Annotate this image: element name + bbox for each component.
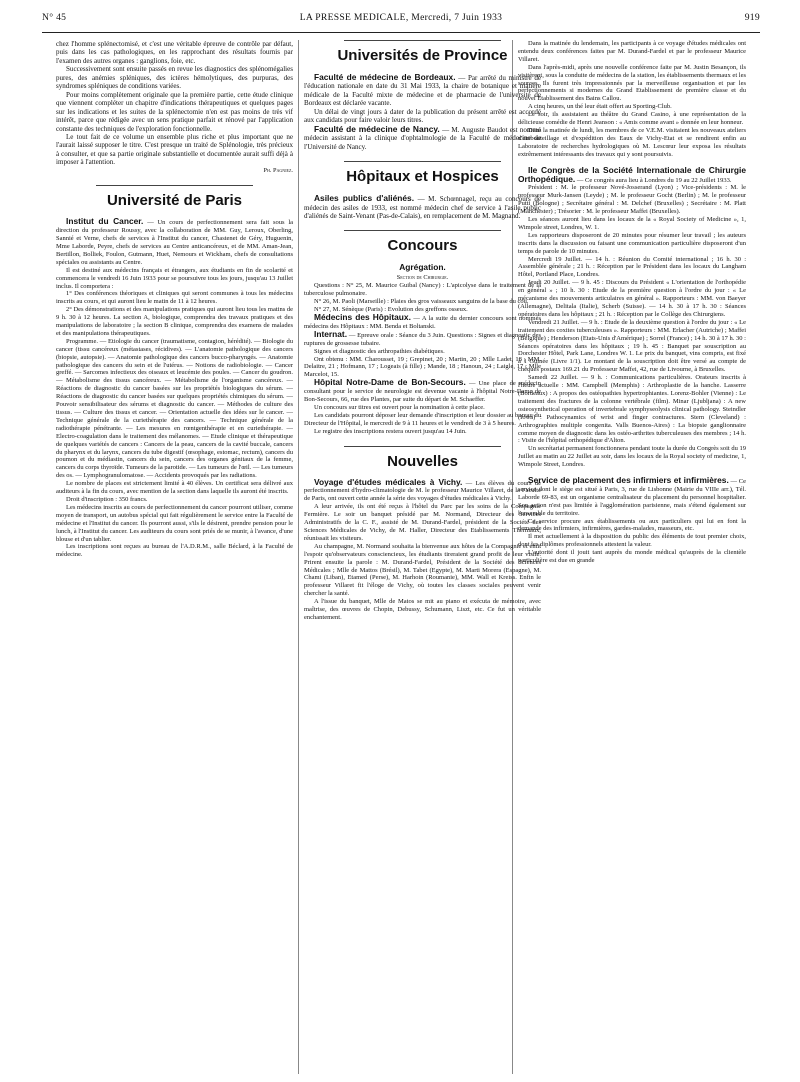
- item-text: — M. Auguste Baudot est nommé médecin assistant à la clinique d'ophtalmologie de la Faculté de médecine de l'Université de Nancy.: [304, 125, 541, 151]
- item-text: — A la suite du dernier concours sont nommés médecins des Hôpitaux : MM. Benda et Boltanski.: [304, 314, 541, 330]
- item-text: — M. Schœnnagel, reçu au concours de médecin des asiles de 1933, est nommé médecin chef de service à l'asile public d'aliénés de Saint-Venant (Pas-de-Calais), en remplacement de M. Magnand.: [304, 195, 541, 220]
- page-header: [42, 8, 760, 34]
- subsection-title: Agrégation.: [399, 262, 446, 273]
- paragraph: Pour moins complètement originale que la première partie, cette étude clinique que viennent compléter un chapitre d'indications thérapeutiques et quelques pages sur les indications et les suites de la splénectomie n'en est pas moins de très vif intérêt, parce que rédigée avec un sens pratique parfait et rénové par l'application constante des techniques de l'exploration fonctionnelle.: [56, 90, 293, 133]
- paragraph: L'autorité dont il jouit tant auprès du monde médical qu'auprès de la clientèle particulière est due en grande: [518, 549, 746, 565]
- paragraph: Au champagne, M. Normand souhaita la bienvenue aux hôtes de la Compagnie et émit l'espoir qu'observateurs consciencieux, les étudiants tireraient grand profit de leur visite. Prirent ensuite la parole : M. Durand-Fardel, Président de la Société des Sciences Médicales ; Mlle de Mattos (Brésil), M. Tabet (Egypte), M. Marti Morera (Espagne), M. Chami (Liban), Etamed (Perse), M. Harhoin (Roumanie), MM. Wall et Kreiss. Enfin le professeur Villaret fit l'éloge de Vichy, où toutes les classes sociales peuvent venir chercher la santé.: [304, 542, 541, 598]
- item-heading: Service de placement des infirmiers et infirmières.: [528, 475, 729, 486]
- item-heading: Institut du Cancer.: [66, 216, 144, 227]
- issue-number: N° 45: [42, 12, 67, 23]
- item-heading: Internat.: [314, 328, 348, 339]
- header-rule: [42, 32, 760, 33]
- paragraph: Dans la matinée du lendemain, les participants à ce voyage d'études médicales ont entendu deux conférences faites par M. Durand-Fardel et par le professeur Maurice Villaret.: [518, 40, 746, 63]
- paragraph: Signes et diagnostic des arthropathies diabétiques.: [314, 347, 445, 355]
- paragraph: Un concours sur titres est ouvert pour la nomination à cette place.: [314, 403, 485, 411]
- item-text: — Un cours de perfectionnement sera fait sous la direction du professeur Roussy, avec la collaboration de MM. Guy, Leroux, Oberling, Sannié et Verne, chefs de services à l'Institut du cancer, Chastenet de Géry, Huguenin, Mme Laborde, Peyre, chefs de services au Centre anticancéreux, et de MM. Aman-Jean, Bertillon, Bolliek, Foulon, Gutmann, Huet, Nemours et Wickham, chefs de consultations spéciales ou assistants au Centre.: [56, 219, 293, 266]
- item-heading: Asiles publics d'aliénés.: [314, 193, 415, 204]
- item-text: — Les élèves du cours de perfectionnement d'hydro-climatologie de M. le professeur Maurice Villaret, de la Faculté de Paris, ont ouvert cette année la série des voyages d'études médicales à Vichy.: [304, 479, 541, 503]
- paragraph: Le nombre de places est strictement limité à 40 élèves. Un certificat sera délivré aux auditeurs à la fin du cours, avec mention de la section dans laquelle ils auront été inscrits.: [56, 480, 293, 496]
- paragraph: Mercredi 19 Juillet. — 14 h. : Réunion du Comité international ; 16 h. 30 : Assemblée générale ; 21 h. : Réception par le Président dans les locaux du Langham Hôtel, Portland Place, Londres.: [518, 255, 746, 279]
- item-text: — Ce service dont le siège est situé à Paris, 3, rue de Lisbonne (Mairie du VIIIe arr.), Tél. Laborde 69-83, est un organisme centralisateur du placement du personnel hospitalier. Son action n'est pas limitée à l'agglomération parisienne, mais s'étend également sur l'ensemble du territoire.: [518, 478, 746, 517]
- section-title: Université de Paris: [56, 185, 293, 210]
- item-heading: Hôpital Notre-Dame de Bon-Secours.: [314, 377, 466, 388]
- paragraph: Ce service procure aux établissements ou aux particuliers qui lui en font la demande des infirmiers, infirmières, gardes-malades, masseurs, etc.: [518, 517, 746, 533]
- paragraph: N° 26, M. Paoli (Marseille) : Plaies des gros vaisseaux sanguins de la base du cou.: [314, 298, 529, 306]
- section-title: Hôpitaux et Hospices: [304, 161, 541, 186]
- item-text: — Epreuve orale : Séance du 3 Juin. Questions : Signes et diagnostic des ruptures de grossesse tubaire.: [304, 331, 541, 347]
- paragraph: 1° Des conférences théoriques et cliniques qui seront communes à tous les médecins inscrits au cours, et qui auront lieu le matin de 11 à 12 heures.: [56, 290, 293, 306]
- item-heading: Voyage d'études médicales à Vichy.: [314, 476, 463, 487]
- paragraph: Programme. — Etiologie du cancer (traumatisme, contagion, hérédité). — Biologie du cancer (tissu cancéreux (métastases, récidives). — L'anatomie pathologique des cancers (biopsie, autopsie). — Anatomie pathologique des cancers bucco-pharyngés. — Anatomie pathologique des cancers du sein et de l'utérus. — Notions de radiobiologie. — Cancer greffé. — Sarcomes infectieux des oiseaux et leucémie des poules. — Cancer du goudron. — Métabolisme des tissus cancéreux. — Métabolisme de l'organisme cancéreux. — Réactions de diagnostic du cancer basées sur les propriétés biologiques du sérum. — Réactions de diagnostic du cancer basées sur quelques propriétés chimiques du sérum. — Pouvoir sensibilisateur des sérums et diagnostic du cancer. — Méthodes de culture des tissus. — Culture des tissus et cancer. — Orientation actuelle des idées sur le cancer. — Technique générale de la curiethérapie des cancers. — Technique générale de la radiothérapie pénétrante. — Les mesures en rœntgenthérapie et en curiethérapie. — Electro-coagulation dans le traitement des mélanomes. — Etude clinique et thérapeutique de quelques variétés de cancers : Cancers de la peau, cancers de la cavité buccale, cancers du pharynx et du larynx, cancers du tube digestif (œsophage, estomac, rectum), cancers du poumon et du médiastin, cancers du sein, cancers des organes génitaux de la femme, cancers du corps thyroïde. Tumeurs de la parotide. — Les tumeurs de l'œil. — Les tumeurs des os. — Lymphogranulomatose. — Accidents provoqués par les radiations.: [56, 337, 293, 480]
- paragraph: 2° Des démonstrations et des manipulations pratiques qui auront lieu tous les matins de 9 h. 30 à 12 heures. La section A, biologique, comprendra des travaux pratiques et des manipulations de laboratoire ; la section B clinique, comprendra des examens de malades et des manipulations thérapeutiques.: [56, 306, 293, 337]
- item-heading: Médecins des Hôpitaux.: [314, 311, 411, 322]
- paragraph: Les rapporteurs disposeront de 20 minutes pour résumer leur travail ; les auteurs inscrits dans la discussion ou faisant une communication particulière disposeront d'un temps de parole de 10 minutes.: [518, 231, 746, 255]
- paragraph: Ont obtenu : MM. Charousset, 19 ; Grepinet, 20 ; Martin, 20 ; Mlle Ladet, 18 ; MM. Delaitre, 21 ; Hofmann, 17 ; Logeais (à fille) ; Mande, 18 ; Hanoun, 24 ; Laigle, 17 ; Mlle Marcelot, 15.: [304, 355, 541, 379]
- page-number: 919: [744, 12, 760, 23]
- paragraph: Jeudi 20 Juillet. — 9 h. 45 : Discours du Président « L'orientation de l'orthopédie en général » ; 10 h. 30 : Etude de la première question à l'ordre du jour : « Le mécanisme des mouvements articulaires en général ». Rapporteurs : MM. von Baeyer (Allemagne), Delitala (Italie), Scherb (Suisse). — 14 h. 30 à 17 h. 30 : Séances opératoires dans les hôpitaux ; 21 h. : Réception par le Collège des Chirurgiens.: [518, 279, 746, 318]
- item-text: — Ce congrès aura lieu à Londres du 19 au 22 Juillet 1933.: [576, 176, 732, 184]
- paragraph: A l'issue du banquet, Mlle de Matos se mit au piano et exécuta de mémoire, avec maîtrise, des œuvres de Chopin, Debussy, Schumann, Liszt, etc. Ce fut un véritable enchantement.: [304, 598, 541, 621]
- newspaper-title: LA PRESSE MEDICALE, Mercredi, 7 Juin 1933: [299, 12, 503, 23]
- section-title: Universités de Province: [304, 40, 541, 65]
- paragraph: Il est destiné aux médecins français et étrangers, aux étudiants en fin de scolarité et commencera le vendredi 16 Juin 1933 pour se poursuivre tous les jours, jusqu'au 13 Juillet inclus. Il comportera :: [56, 266, 293, 290]
- paragraph: Les médecins inscrits au cours de perfectionnement du cancer pourront utiliser, comme moyen de transport, un autobus spécial qui fait régulièrement le service entre la Faculté de médecine et l'Institut du cancer. Ils pourront aussi, s'ils le désirent, prendre pension pour le lunch, à l'Institut du cancer. Les auditeurs du cours sont priés de se munir, à l'avance, d'une blouse et d'un tablier.: [56, 503, 293, 543]
- section-title: Nouvelles: [304, 446, 541, 471]
- item-heading: IIe Congrès de la Société Internationale de Chirurgie Orthopédique.: [518, 164, 746, 184]
- section-title: Concours: [304, 230, 541, 255]
- paragraph: Samedi 22 Juillet. — 9 h. : Communications particulières. Orateurs inscrits à l'heure actuelle : MM. Campbell (Memphis) : Arthroplastie de la hanche. Lasserre (Bordeaux) : A propos des ostéopathies hypertrophiantes. Lorenz-Bohler (Vienne) : Le traitement des fractures de la colonne vertébrale (film). Minar (Ljubljana) : A new osteosynthetical operation of invertebrale symphyseolysis clinical pathology. Steindler (Iowa) : Pathocynamics of wrist and finger contractures. Stern (Cleveland) : Arthrographies multiple congenita. Valls Buenos-Aires) : La biopsie ganglionnaire comme moyen de diagnostic dans les ostéo-arthrites tuberculeuses des membres ; 14 h. : Visite de l'hôpital orthopédique d'Alton.: [518, 374, 746, 445]
- paragraph: Vendredi 21 Juillet. — 9 h. : Etude de la deuxième question à l'ordre du jour : « Le traitement des coxites tuberculeuses ». Rapporteurs : MM. Erlacher (Autriche) ; Maffei (Belgique) ; Henderson (Etats-Unis d'Amérique) ; Sorrel (France) ; 14 h. 30 à 17 h. 30 : Séances opératoires dans les hôpitaux ; 19 h. 45 : Banquet par souscription au Dorchester Hôtel, Park Lane, Londres W. 1. Le prix du banquet, vins compris, est fixé à 1 Guinée (Livre 1/1). Le montant de la souscription doit être versé au compte de chèques postaux 169.21 du Professeur Maffei, 42, rue de Livourne, à Bruxelles.: [518, 318, 746, 374]
- paragraph: Les candidats pourront déposer leur demande d'inscription et leur dossier au bureau du Directeur de l'Hôpital, le mercredi de 9 à 11 heures et le vendredi de 3 à 5 heures.: [304, 411, 541, 427]
- item-heading: Faculté de médecine de Nancy.: [314, 123, 440, 134]
- paragraph: Le registre des inscriptions restera ouvert jusqu'au 14 Juin.: [314, 427, 467, 435]
- paragraph: Dans la matinée de lundi, les membres de ce V.E.M. visitaient les nouveaux ateliers d'embouteillage et d'expédition des Eaux de Vichy-Etat et se rendirent enfin au Laboratoire de recherches hydrologiques où M. Lescœur leur exposa les résultats extrêmement intéressants des travaux qui y sont poursuivis.: [518, 126, 746, 158]
- column-divider: [298, 40, 299, 1074]
- paragraph: Le tout fait de ce volume un ensemble plus riche et plus important que ne l'aurait laissé supposer le titre. C'est presque un traité de Splénologie, très précieux à consulter, et que sa partie originale substantielle et documentée aurait suffi déjà à imposer à l'attention.: [56, 132, 293, 167]
- paragraph: Le soir, ils assistaient au théâtre du Grand Casino, à une représentation de la délicieuse comédie de Henri Jeanson : « Amis comme avant » donnée en leur honneur.: [518, 111, 746, 127]
- signature: Ph. Pagniez.: [263, 166, 293, 174]
- paragraph: Un délai de vingt jours à dater de la publication du présent arrêté est accordé aux candidats pour faire valoir leurs titres.: [304, 107, 541, 125]
- paragraph: Un secrétariat permanent fonctionnera pendant toute la durée du Congrès soit du 19 Juillet au matin au 22 Juillet au soir, dans les locaux de la Royal society of medicine, 1, Wimpole Street, Londres.: [518, 445, 746, 469]
- paragraph: Dans l'après-midi, après une nouvelle conférence faite par M. Justin Besançon, ils visitèrent, sous la conduite de médecins de la station, les établissements thermaux et les sources. Ils furent très impressionnés par la merveilleuse organisation et par les perfectionnements si modernes du Grand Etablissement de première classe et du nouvel Etablissement des Bains Callou.: [518, 63, 746, 103]
- paragraph: N° 27, M. Sénèque (Paris) : Evolution des greffons osseux.: [314, 306, 468, 314]
- paragraph: A leur arrivée, ils ont été reçus à l'hôtel du Parc par les soins de la Compagnie Fermière. Le soir un banquet présidé par M. Normand, Directeur des Services Administratifs de la C. F., assisté de M. Durand-Fardel, président de la Société des Sciences Médicales de Vichy, de M. Haller, Directeur des Etablissements Thermaux, réunissait les visiteurs.: [304, 503, 541, 542]
- column-2: [304, 40, 541, 1076]
- paragraph: Questions : N° 25, M. Maurice Guibal (Nancy) : L'apicolyse dans le traitement de la tuberculose pulmonaire.: [304, 282, 541, 298]
- paragraph: Les inscriptions sont reçues au bureau de l'A.D.R.M., salle Béclard, à la Faculté de médecine.: [56, 543, 293, 559]
- item-text: — Par arrêté du ministre de l'éducation nationale en date du 31 Mai 1933, la chaire de botanique et matière médicale de la Faculté mixte de médecine et de pharmacie de l'université de Bordeaux est déclarée vacante.: [304, 74, 541, 108]
- paragraph: A cinq heures, un thé leur était offert au Sporting-Club.: [528, 103, 672, 111]
- paragraph: Successivement sont ensuite passés en revue les diagnostics des splénomégalies pures, des anémies spléniques, des ictères hémolytiques, des purpuras, des syndromes spléniques de conditions variées.: [56, 65, 293, 91]
- paragraph: Les séances auront lieu dans les locaux de la « Royal Society of Medicine », 1, Wimpole street, Londres, W. 1.: [518, 216, 746, 231]
- subsection-label: Section de Chirurgie.: [396, 273, 449, 281]
- item-heading: Faculté de médecine de Bordeaux.: [314, 72, 456, 82]
- column-1: [56, 40, 293, 1076]
- paragraph: chez l'homme splénectomisé, et c'est une véritable épreuve de contrôle par défaut, puis dans les cas pathologiques, en les rapprochant des résultats fournis par l'examen des autres organes : ganglions, foie, etc.: [56, 40, 293, 65]
- paragraph: Il met actuellement à la disposition du public des éléments de tout premier choix, dont les diplômes professionnels attestent la valeur.: [518, 533, 746, 549]
- item-text: — Une place de médecin consultant pour le service de neurologie est devenue vacante à l'hôpital Notre-Dame de Bon-Secours, 66, rue des Plantes, par suite du départ de M. Schaeffer.: [304, 380, 541, 404]
- column-3: [518, 40, 746, 1076]
- paragraph: Président : M. le professeur Nové-Josserand (Lyon) ; Vice-présidents : M. le professeur Murk-Jansen (Leyde) ; M. le professeur Gocht (Berlin) ; M. le professeur Putti (Bologne) ; Secrétaire général : M. Delchef (Bruxelles) ; Secrétaire : M. Platt (Manchester) ; Trésorier : M. le professeur Maffei (Bruxelles).: [518, 184, 746, 216]
- paragraph: Droit d'inscription : 350 francs.: [66, 495, 148, 503]
